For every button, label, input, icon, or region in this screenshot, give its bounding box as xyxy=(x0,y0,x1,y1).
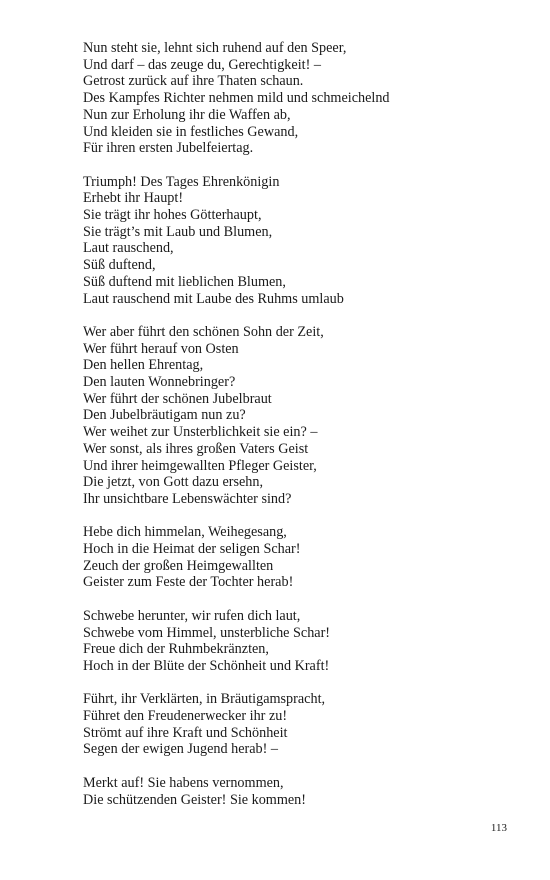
poem-line: Des Kampfes Richter nehmen mild und schmeichelnd xyxy=(83,90,390,107)
stanza xyxy=(83,691,523,758)
poem-line: Wer sonst, als ihres großen Vaters Geist xyxy=(83,440,309,457)
poem-line: Und darf – das zeuge du, Gerechtigkeit! – xyxy=(83,56,321,73)
poem-line: Laut rauschend, xyxy=(83,240,174,257)
poem-line: Den lauten Wonnebringer? xyxy=(83,374,236,391)
poem-line: Und ihrer heimgewallten Pfleger Geister, xyxy=(83,457,317,474)
poem-line: Erhebt ihr Haupt! xyxy=(83,190,184,207)
poem-line: Nun zur Erholung ihr die Waffen ab, xyxy=(83,106,291,123)
poem-line: Wer aber führt den schönen Sohn der Zeit, xyxy=(83,323,324,340)
stanza xyxy=(83,608,523,675)
poem-line: Die jetzt, von Gott dazu ersehn, xyxy=(83,474,264,491)
poem-line: Süß duftend mit lieblichen Blumen, xyxy=(83,273,286,290)
poem-line: Süß duftend, xyxy=(83,257,156,274)
poem-line: Die schützenden Geister! Sie kommen! xyxy=(83,791,306,808)
poem-line: Zeuch der großen Heimgewallten xyxy=(83,557,274,574)
poem-line: Freue dich der Ruhmbekränzten, xyxy=(83,641,269,658)
stanza xyxy=(83,324,523,508)
poem-line: Hoch in der Blüte der Schönheit und Kraft! xyxy=(83,657,330,674)
poem-line: Segen der ewigen Jugend herab! – xyxy=(83,741,279,758)
poem-line: Ihr unsichtbare Lebenswächter sind? xyxy=(83,490,292,507)
poem-line: Hoch in die Heimat der seligen Schar! xyxy=(83,541,301,558)
poem-line: Triumph! Des Tages Ehrenkönigin xyxy=(83,173,280,190)
stanza xyxy=(83,775,523,808)
stanza xyxy=(83,40,523,157)
poem-line: Den Jubelbräutigam nun zu? xyxy=(83,407,246,424)
poem-line: Strömt auf ihre Kraft und Schönheit xyxy=(83,724,288,741)
poem-line: Und kleiden sie in festliches Gewand, xyxy=(83,123,299,140)
poem-line: Führt, ihr Verklärten, in Bräutigamspracht, xyxy=(83,691,326,708)
poem-line: Wer weihet zur Unsterblichkeit sie ein? – xyxy=(83,424,318,441)
poem-line: Sie trägt ihr hohes Götterhaupt, xyxy=(83,207,262,224)
poem-line: Merkt auf! Sie habens vernommen, xyxy=(83,774,284,791)
poem-line: Geister zum Feste der Tochter herab! xyxy=(83,574,294,591)
poem-line: Nun steht sie, lehnt sich ruhend auf den Speer, xyxy=(83,40,347,56)
poem-line: Laut rauschend mit Laube des Ruhms umlaub xyxy=(83,290,344,307)
poem-line: Schwebe herunter, wir rufen dich laut, xyxy=(83,607,301,624)
poem-line: Den hellen Ehrentag, xyxy=(83,357,204,374)
poem-line: Sie trägt’s mit Laub und Blumen, xyxy=(83,223,273,240)
poem-line: Getrost zurück auf ihre Thaten schaun. xyxy=(83,73,304,90)
poem-line: Wer führt der schönen Jubelbraut xyxy=(83,390,272,407)
page-number: 113 xyxy=(490,822,507,834)
poem-line: Wer führt herauf von Osten xyxy=(83,340,239,357)
poem-text xyxy=(83,40,523,825)
poem-line: Hebe dich himmelan, Weihegesang, xyxy=(83,524,287,541)
poem-line: Für ihren ersten Jubelfeiertag. xyxy=(83,140,254,157)
stanza xyxy=(83,174,523,308)
poem-line: Schwebe vom Himmel, unsterbliche Schar! xyxy=(83,624,331,641)
poem-line: Führet den Freudenerwecker ihr zu! xyxy=(83,708,288,725)
stanza xyxy=(83,524,523,591)
